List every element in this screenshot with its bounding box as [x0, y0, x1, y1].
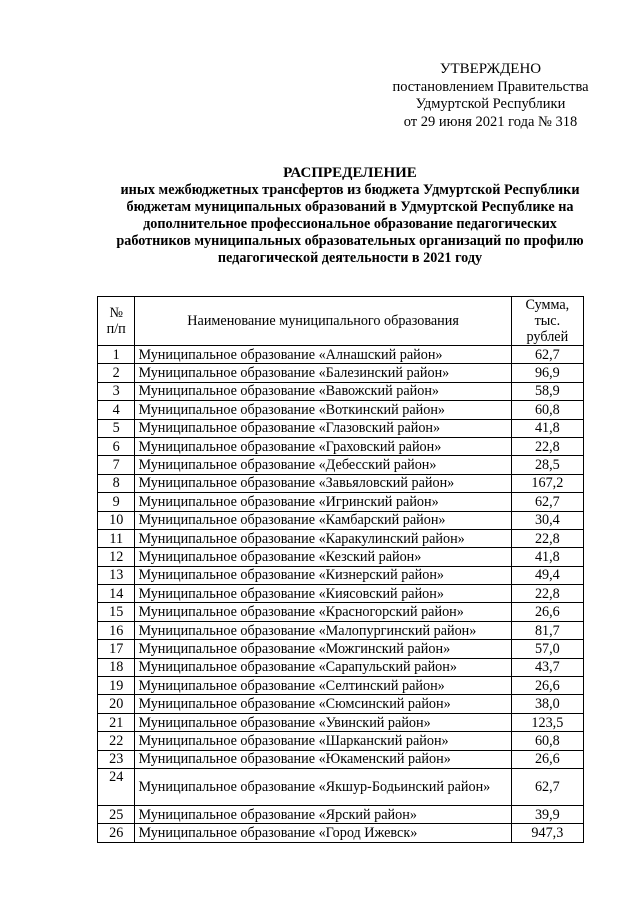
table-row	[98, 364, 584, 382]
row-name: Муниципальное образование «Малопургинский район»	[135, 621, 511, 639]
row-name: Муниципальное образование «Завьяловский район»	[135, 474, 511, 492]
table-row	[98, 585, 584, 603]
row-sum: 62,7	[511, 493, 583, 511]
table-row	[98, 603, 584, 621]
row-number: 26	[98, 824, 135, 842]
table-row	[98, 346, 584, 364]
row-name: Муниципальное образование «Дебесский район»	[135, 456, 511, 474]
row-number: 22	[98, 732, 135, 750]
row-sum: 41,8	[511, 419, 583, 437]
row-sum: 22,8	[511, 585, 583, 603]
row-sum: 22,8	[511, 529, 583, 547]
row-number: 19	[98, 677, 135, 695]
row-name: Муниципальное образование «Глазовский район»	[135, 419, 511, 437]
table-row	[98, 511, 584, 529]
row-number: 13	[98, 566, 135, 584]
row-name: Муниципальное образование «Игринский район»	[135, 493, 511, 511]
row-sum: 60,8	[511, 732, 583, 750]
approval-heading: УТВЕРЖДЕНО	[439, 61, 542, 77]
table-row	[98, 713, 584, 731]
row-name: Муниципальное образование «Селтинский район»	[135, 677, 511, 695]
row-number: 2	[98, 364, 135, 382]
approval-block	[378, 61, 603, 131]
row-sum: 81,7	[511, 621, 583, 639]
row-sum: 167,2	[511, 474, 583, 492]
title-line: работников муниципальных образовательных организаций по профилю	[116, 233, 584, 249]
row-name: Муниципальное образование «Можгинский район»	[135, 640, 511, 658]
row-number: 23	[98, 750, 135, 768]
row-sum: 22,8	[511, 437, 583, 455]
row-name: Муниципальное образование «Сюмсинский район»	[135, 695, 511, 713]
row-name: Муниципальное образование «Граховский район»	[135, 437, 511, 455]
row-number: 12	[98, 548, 135, 566]
row-number: 20	[98, 695, 135, 713]
table-row	[98, 750, 584, 768]
row-sum: 60,8	[511, 401, 583, 419]
table-row	[98, 695, 584, 713]
row-name: Муниципальное образование «Красногорский район»	[135, 603, 511, 621]
row-sum: 26,6	[511, 603, 583, 621]
row-name: Муниципальное образование «Воткинский район»	[135, 401, 511, 419]
row-name: Муниципальное образование «Камбарский район»	[135, 511, 511, 529]
row-sum: 49,4	[511, 566, 583, 584]
row-name: Муниципальное образование «Увинский район»	[135, 713, 511, 731]
title-line: дополнительное профессиональное образование педагогических	[143, 216, 557, 232]
table-row	[98, 401, 584, 419]
table-row	[98, 529, 584, 547]
row-sum: 62,7	[511, 768, 583, 805]
row-sum: 38,0	[511, 695, 583, 713]
row-number: 17	[98, 640, 135, 658]
row-sum: 96,9	[511, 364, 583, 382]
row-number: 25	[98, 805, 135, 823]
row-name: Муниципальное образование «Шарканский район»	[135, 732, 511, 750]
row-name: Муниципальное образование «Вавожский район»	[135, 382, 511, 400]
title-line: педагогической деятельности в 2021 году	[217, 250, 483, 266]
row-name: Муниципальное образование «Киясовский район»	[135, 585, 511, 603]
row-name: Муниципальное образование «Ярский район»	[135, 805, 511, 823]
table-row	[98, 824, 584, 842]
distribution-table	[97, 296, 584, 843]
row-sum: 30,4	[511, 511, 583, 529]
row-number: 24	[98, 768, 135, 805]
header-number: № п/п	[98, 297, 135, 346]
row-number: 16	[98, 621, 135, 639]
header-name: Наименование муниципального образования	[135, 297, 511, 346]
title-main: РАСПРЕДЕЛЕНИЕ	[283, 165, 417, 181]
row-name: Муниципальное образование «Сарапульский район»	[135, 658, 511, 676]
table-row	[98, 548, 584, 566]
row-number: 8	[98, 474, 135, 492]
table-row	[98, 493, 584, 511]
row-sum: 58,9	[511, 382, 583, 400]
header-sum: Сумма, тыс. рублей	[511, 297, 583, 346]
table-row	[98, 732, 584, 750]
row-sum: 43,7	[511, 658, 583, 676]
row-sum: 26,6	[511, 677, 583, 695]
row-sum: 123,5	[511, 713, 583, 731]
table-row	[98, 658, 584, 676]
row-name: Муниципальное образование «Алнашский район»	[135, 346, 511, 364]
table-row	[98, 640, 584, 658]
approval-date-line: от 29 июня 2021 года № 318	[403, 113, 578, 130]
row-number: 9	[98, 493, 135, 511]
table-row	[98, 382, 584, 400]
row-sum: 57,0	[511, 640, 583, 658]
title-line: бюджетам муниципальных образований в Удмуртской Республике на	[126, 199, 574, 215]
approval-line: постановлением Правительства	[392, 78, 589, 95]
table-row	[98, 566, 584, 584]
table-row	[98, 474, 584, 492]
row-number: 14	[98, 585, 135, 603]
row-sum: 39,9	[511, 805, 583, 823]
approval-line: Удмуртской Республики	[415, 96, 566, 112]
row-number: 3	[98, 382, 135, 400]
row-name: Муниципальное образование «Кезский район»	[135, 548, 511, 566]
table-row	[98, 621, 584, 639]
table-row	[98, 456, 584, 474]
document-title	[90, 165, 610, 267]
row-number: 18	[98, 658, 135, 676]
row-number: 21	[98, 713, 135, 731]
row-number: 7	[98, 456, 135, 474]
row-number: 1	[98, 346, 135, 364]
row-number: 10	[98, 511, 135, 529]
row-number: 5	[98, 419, 135, 437]
row-name: Муниципальное образование «Юкаменский район»	[135, 750, 511, 768]
table-row	[98, 677, 584, 695]
row-sum: 62,7	[511, 346, 583, 364]
row-sum: 947,3	[511, 824, 583, 842]
row-sum: 26,6	[511, 750, 583, 768]
row-name: Муниципальное образование «Якшур-Бодьинский район»	[135, 768, 511, 805]
row-name: Муниципальное образование «Кизнерский район»	[135, 566, 511, 584]
table-row	[98, 805, 584, 823]
row-number: 6	[98, 437, 135, 455]
row-name: Муниципальное образование «Балезинский район»	[135, 364, 511, 382]
row-sum: 41,8	[511, 548, 583, 566]
title-line: иных межбюджетных трансфертов из бюджета Удмуртской Республики	[120, 182, 580, 198]
row-name: Муниципальное образование «Каракулинский район»	[135, 529, 511, 547]
row-name: Муниципальное образование «Город Ижевск»	[135, 824, 511, 842]
table-row	[98, 437, 584, 455]
row-number: 4	[98, 401, 135, 419]
table-row	[98, 768, 584, 805]
row-number: 11	[98, 529, 135, 547]
table-header-row	[98, 297, 584, 346]
table-row	[98, 419, 584, 437]
row-number: 15	[98, 603, 135, 621]
row-sum: 28,5	[511, 456, 583, 474]
